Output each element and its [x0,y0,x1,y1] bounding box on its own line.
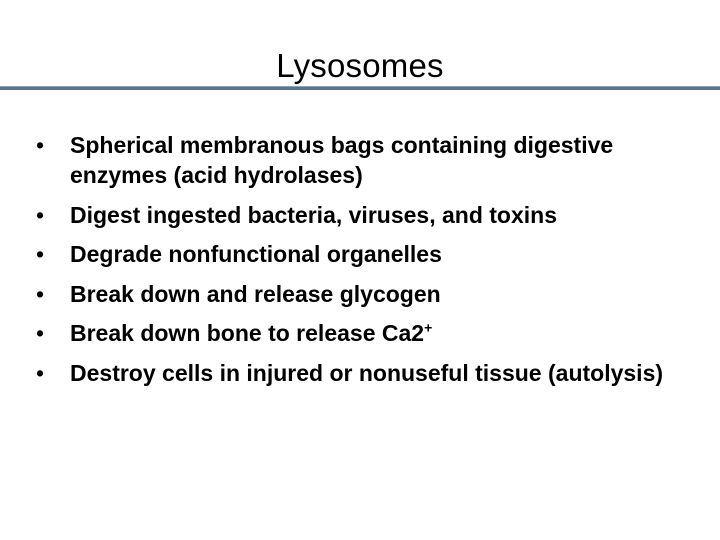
bullet-text: Destroy cells in injured or nonuseful tissue (autolysis) [70,359,664,386]
slide-title: Lysosomes [276,47,444,84]
bullet-text: Spherical membranous bags containing digestive enzymes (acid hydrolases) [70,132,614,188]
bullet-item [30,279,690,309]
bullet-text: Break down and release glycogen [70,280,441,307]
title-underline [0,87,720,90]
bullet-text: Break down bone to release Ca2 [70,320,425,346]
bullet-dot: • [35,132,45,158]
bullet-dot: • [35,241,45,267]
bullet-item [30,200,690,230]
bullet-item [30,358,690,388]
bullet-superscript: + [424,319,433,336]
bullet-item [30,130,690,190]
bullet-text: Degrade nonfunctional organelles [70,241,442,267]
bullet-dot: • [35,359,45,386]
bullet-dot: • [35,201,45,228]
bullet-dot: • [35,320,45,346]
bullet-list [30,130,690,397]
bullet-item [30,239,690,269]
bullet-text: Digest ingested bacteria, viruses, and toxins [70,201,557,228]
bullet-item [30,318,690,348]
bullet-dot: • [35,280,45,307]
